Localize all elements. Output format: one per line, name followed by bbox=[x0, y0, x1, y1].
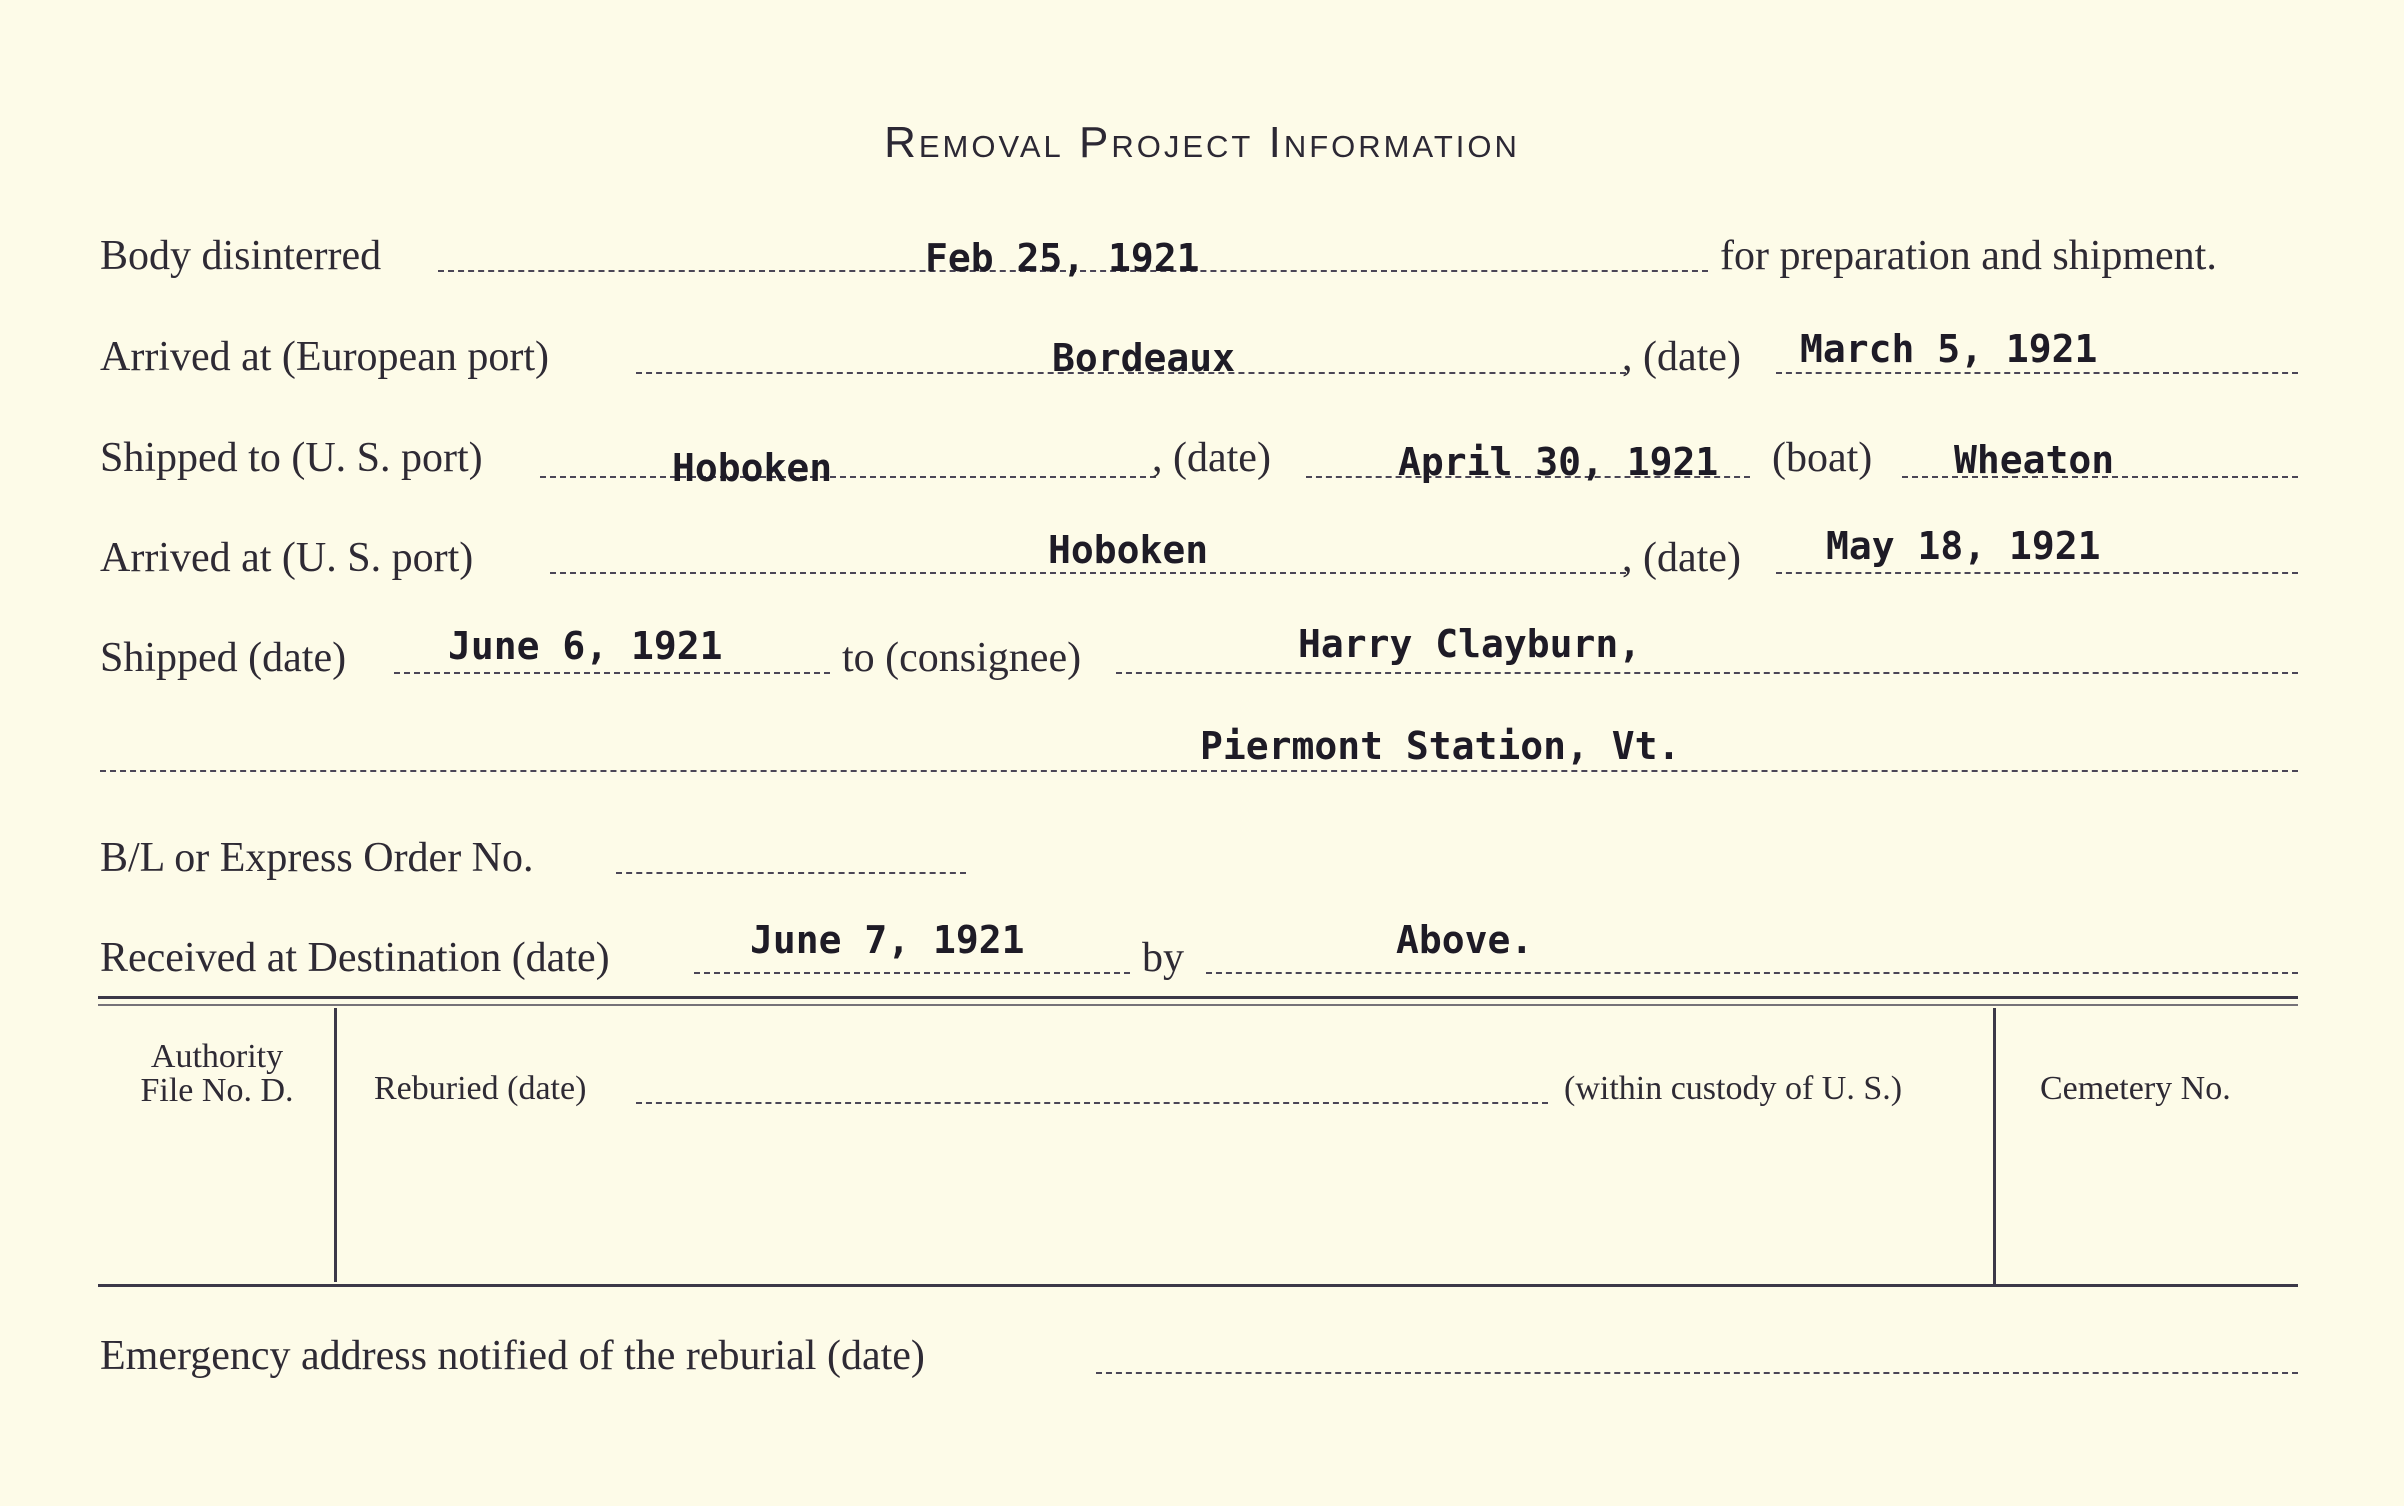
arrived-european-value: Bordeaux bbox=[1052, 336, 1236, 380]
emergency-label: Emergency address notified of the reburial (date) bbox=[100, 1333, 925, 1379]
arrived-european-date-label: , (date) bbox=[1622, 334, 1741, 380]
box-top-rule-inner bbox=[98, 1004, 2298, 1006]
custody-note: (within custody of U. S.) bbox=[1564, 1070, 1903, 1107]
authority-label-line2: File No. D. bbox=[140, 1072, 294, 1109]
body-disinterred-label: Body disinterred bbox=[100, 233, 382, 279]
reburied-line bbox=[636, 1102, 1548, 1104]
consignee-address-value: Piermont Station, Vt. bbox=[1200, 724, 1681, 768]
consignee-line bbox=[1116, 672, 2298, 674]
received-by-label: by bbox=[1142, 935, 1184, 981]
shipped-us-boat-label: (boat) bbox=[1772, 435, 1873, 481]
received-by-value: Above. bbox=[1396, 918, 1534, 962]
shipped-us-date-value: April 30, 1921 bbox=[1398, 440, 1719, 484]
arrived-us-label: Arrived at (U. S. port) bbox=[100, 535, 474, 581]
authority-label-line1: Authority bbox=[150, 1038, 284, 1075]
shipped-us-boat-value: Wheaton bbox=[1954, 438, 2115, 482]
body-disinterred-value: Feb 25, 1921 bbox=[925, 236, 1200, 280]
shipped-us-value: Hoboken bbox=[672, 446, 833, 490]
received-line bbox=[694, 972, 1130, 974]
arrived-european-label: Arrived at (European port) bbox=[100, 334, 549, 380]
shipped-date-line bbox=[394, 672, 830, 674]
box-top-rule bbox=[98, 996, 2298, 999]
box-divider-right bbox=[1993, 1008, 1996, 1286]
received-value: June 7, 1921 bbox=[750, 918, 1025, 962]
emergency-line bbox=[1096, 1372, 2298, 1374]
body-disinterred-suffix: for preparation and shipment. bbox=[1720, 233, 2217, 279]
arrived-us-value: Hoboken bbox=[1048, 528, 1209, 572]
shipped-us-label: Shipped to (U. S. port) bbox=[100, 435, 483, 481]
consignee-label: to (consignee) bbox=[842, 635, 1082, 681]
consignee-value: Harry Clayburn, bbox=[1298, 622, 1642, 666]
arrived-european-date-line bbox=[1776, 372, 2298, 374]
shipped-date-value: June 6, 1921 bbox=[448, 624, 723, 668]
arrived-european-date-value: March 5, 1921 bbox=[1800, 327, 2098, 371]
cemetery-label: Cemetery No. bbox=[2040, 1070, 2231, 1107]
box-divider-left bbox=[334, 1008, 337, 1282]
received-label: Received at Destination (date) bbox=[100, 935, 610, 981]
received-by-line bbox=[1206, 972, 2298, 974]
arrived-us-date-value: May 18, 1921 bbox=[1826, 524, 2101, 568]
bl-order-label: B/L or Express Order No. bbox=[100, 835, 534, 881]
consignee-address-line bbox=[100, 770, 2298, 772]
shipped-us-line bbox=[540, 476, 1156, 478]
shipped-date-label: Shipped (date) bbox=[100, 635, 347, 681]
card-title: Removal Project Information bbox=[884, 118, 1520, 167]
shipped-us-date-label: , (date) bbox=[1152, 435, 1271, 481]
box-bottom-rule bbox=[98, 1284, 2298, 1287]
arrived-us-date-line bbox=[1776, 572, 2298, 574]
arrived-us-date-label: , (date) bbox=[1622, 535, 1741, 581]
reburied-label: Reburied (date) bbox=[374, 1070, 587, 1107]
arrived-us-line bbox=[550, 572, 1626, 574]
bl-order-line bbox=[616, 872, 966, 874]
